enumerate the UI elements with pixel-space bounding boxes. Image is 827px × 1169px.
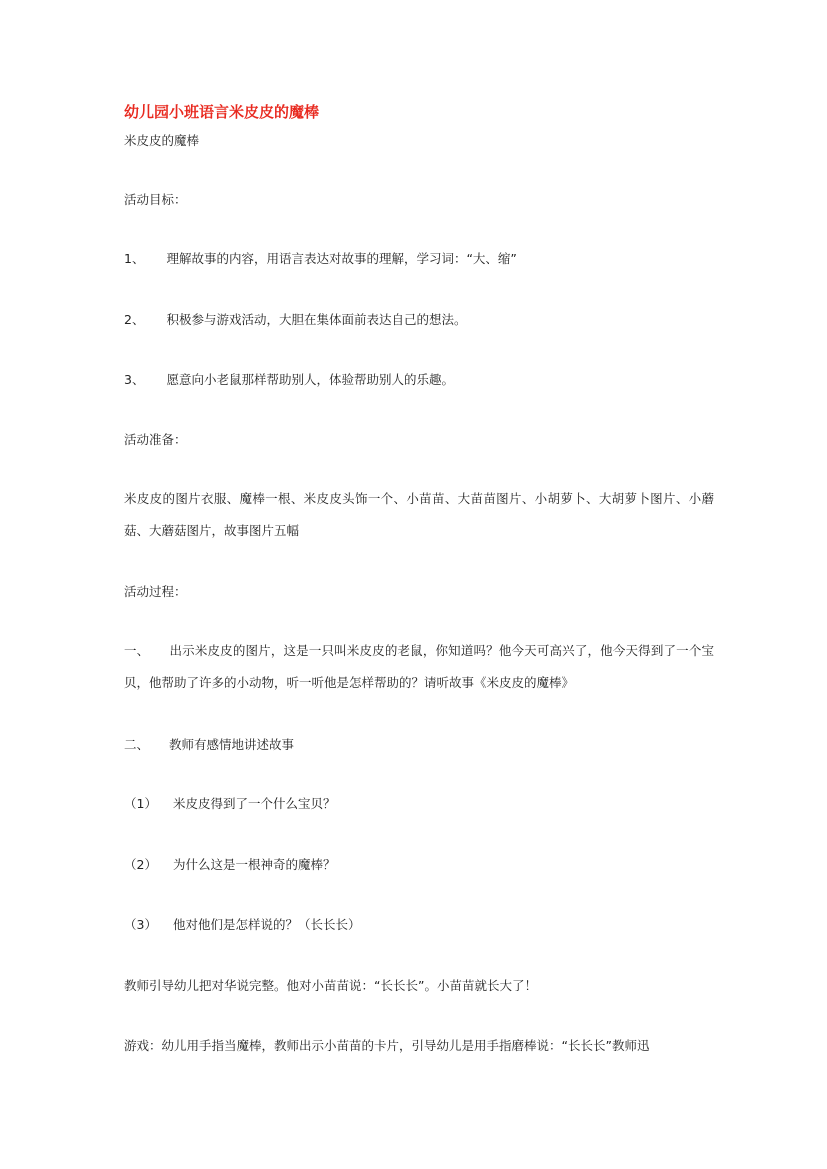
question-number: （2） — [124, 857, 157, 872]
goal-number: 1、 — [124, 251, 145, 266]
step-text: 教师有感情地讲述故事 — [169, 737, 295, 752]
question-item — [124, 795, 335, 813]
goal-text: 理解故事的内容，用语言表达对故事的理解，学习词：“大、缩” — [166, 251, 517, 266]
document-title: 幼儿园小班语言米皮皮的魔棒 — [124, 103, 320, 121]
prep-paragraph: 米皮皮的图片衣服、魔棒一根、米皮皮头饰一个、小苗苗、大苗苗图片、小胡萝卜、大胡萝卜图片、小蘑菇、大蘑菇图片，故事图片五幅 — [124, 491, 714, 538]
question-item — [124, 856, 335, 874]
question-text: 他对他们是怎样说的？（长长长） — [172, 917, 361, 932]
goal-item — [124, 250, 517, 268]
question-text: 米皮皮得到了一个什么宝贝？ — [172, 796, 336, 811]
goal-item — [124, 311, 466, 329]
process-heading: 活动过程： — [124, 584, 187, 599]
step-text: 出示米皮皮的图片，这是一只叫米皮皮的老鼠，你知道吗？他今天可高兴了，他今天得到了一个宝贝，他帮助了许多的小动物，听一听他是怎样帮助的？请听故事《米皮皮的魔棒》 — [124, 643, 714, 690]
goal-number: 2、 — [124, 312, 145, 327]
step-two-line — [124, 736, 294, 754]
goal-item — [124, 371, 454, 389]
question-text: 为什么这是一根神奇的魔棒？ — [172, 857, 336, 872]
guide-paragraph: 教师引导幼儿把对华说完整。他对小苗苗说：“长长长”。小苗苗就长大了！ — [124, 978, 537, 993]
document-subtitle: 米皮皮的魔棒 — [124, 133, 200, 148]
goal-text: 积极参与游戏活动，大胆在集体面前表达自己的想法。 — [166, 312, 467, 327]
goals-heading: 活动目标： — [124, 192, 187, 207]
prep-heading: 活动准备： — [124, 432, 187, 447]
game-paragraph: 游戏：幼儿用手指当魔棒，教师出示小苗苗的卡片，引导幼儿是用手指磨棒说：“长长长”教师迅 — [124, 1038, 650, 1053]
question-item — [124, 916, 360, 934]
question-number: （3） — [124, 917, 157, 932]
step-number: 二、 — [124, 737, 150, 752]
step-one-paragraph — [124, 635, 714, 699]
question-number: （1） — [124, 796, 157, 811]
step-number: 一、 — [124, 643, 150, 658]
goal-text: 愿意向小老鼠那样帮助别人，体验帮助别人的乐趣。 — [166, 372, 454, 387]
goal-number: 3、 — [124, 372, 145, 387]
